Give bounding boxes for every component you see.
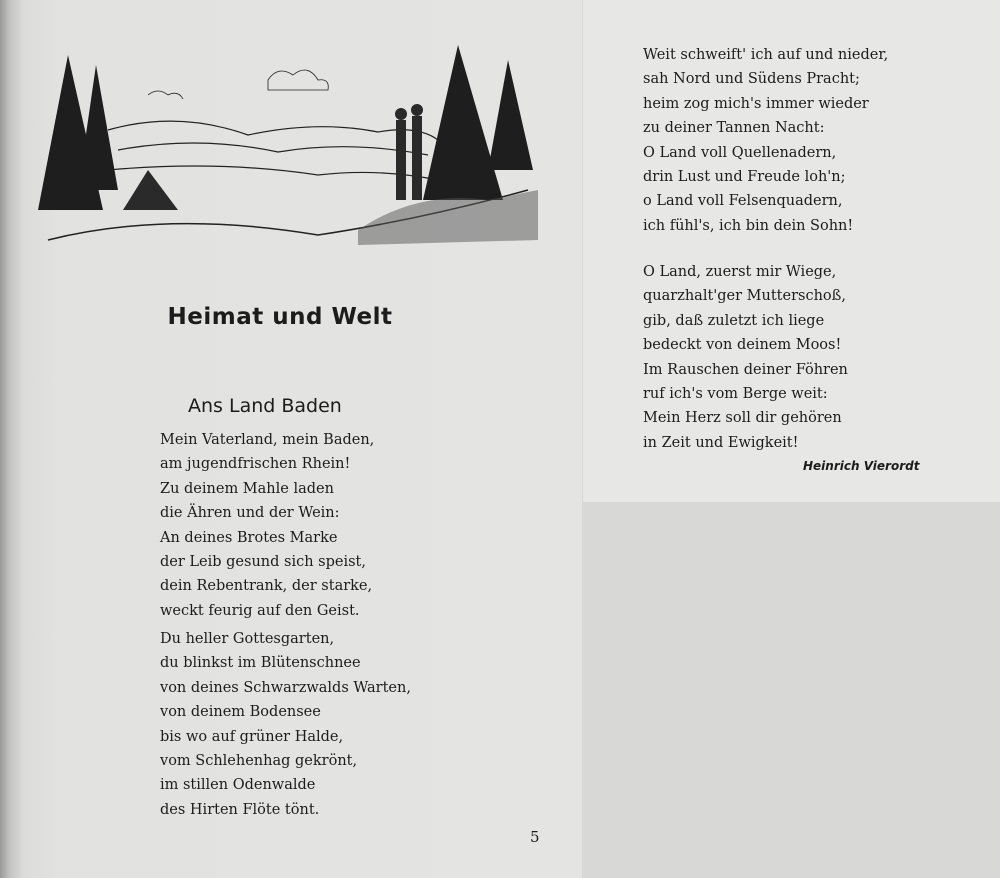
verse-line: dein Rebentrank, der starke,	[160, 578, 373, 595]
tree-right-icon	[423, 45, 533, 200]
verse-line: quarzhalt'ger Mutterschoß,	[643, 288, 846, 305]
stanza-4	[643, 260, 848, 455]
verse-line: des Hirten Flöte tönt.	[160, 801, 320, 818]
verse-line: du blinkst im Blütenschnee	[160, 655, 361, 672]
verse-line: Im Rauschen deiner Föhren	[643, 361, 848, 378]
verse-line: heim zog mich's immer wieder	[643, 95, 869, 112]
verse-line: O Land voll Quellenadern,	[643, 144, 837, 161]
author-signature: Heinrich Vierordt	[803, 459, 920, 473]
verse-line: o Land voll Felsenquadern,	[643, 193, 843, 210]
verse-line: drin Lust und Freude loh'n;	[643, 169, 846, 186]
verse-line: Mein Herz soll dir gehören	[643, 410, 842, 427]
verse-line: ich fühl's, ich bin dein Sohn!	[643, 217, 854, 234]
hut-icon	[123, 170, 178, 210]
verse-line: zu deiner Tannen Nacht:	[643, 120, 825, 137]
verse-line: am jugendfrischen Rhein!	[160, 456, 351, 473]
stanza-1	[160, 428, 374, 623]
verse-line: die Ähren und der Wein:	[160, 505, 340, 522]
verse-line: sah Nord und Südens Pracht;	[643, 71, 860, 88]
page-heading: Heimat und Welt	[167, 304, 393, 330]
verse-line: Zu deinem Mahle laden	[160, 480, 334, 497]
poem-title: Ans Land Baden	[188, 395, 342, 417]
tree-left-icon	[38, 55, 118, 210]
verse-line: im stillen Odenwalde	[160, 777, 316, 794]
verse-line: ruf ich's vom Berge weit:	[643, 386, 828, 403]
page-number: 5	[530, 828, 540, 846]
verse-line: von deines Schwarzwalds Warten,	[160, 679, 411, 696]
landscape-illustration	[18, 40, 538, 250]
verse-line: An deines Brotes Marke	[160, 529, 338, 546]
verse-line: in Zeit und Ewigkeit!	[643, 434, 799, 451]
verse-line: bis wo auf grüner Halde,	[160, 728, 344, 745]
verse-line: Du heller Gottesgarten,	[160, 631, 335, 647]
verse-line: Weit schweift' ich auf und nieder,	[643, 47, 889, 63]
verse-line: bedeckt von deinem Moos!	[643, 337, 842, 354]
stanza-3	[643, 43, 888, 238]
verse-line: O Land, zuerst mir Wiege,	[643, 264, 837, 280]
verse-line: weckt feurig auf den Geist.	[160, 602, 360, 619]
verse-line: Mein Vaterland, mein Baden,	[160, 432, 375, 448]
verse-line: von deinem Bodensee	[160, 704, 321, 721]
verse-line: vom Schlehenhag gekrönt,	[160, 753, 358, 770]
stanza-2	[160, 627, 411, 822]
verse-line: gib, daß zuletzt ich liege	[643, 312, 825, 329]
verse-line: der Leib gesund sich speist,	[160, 554, 366, 571]
